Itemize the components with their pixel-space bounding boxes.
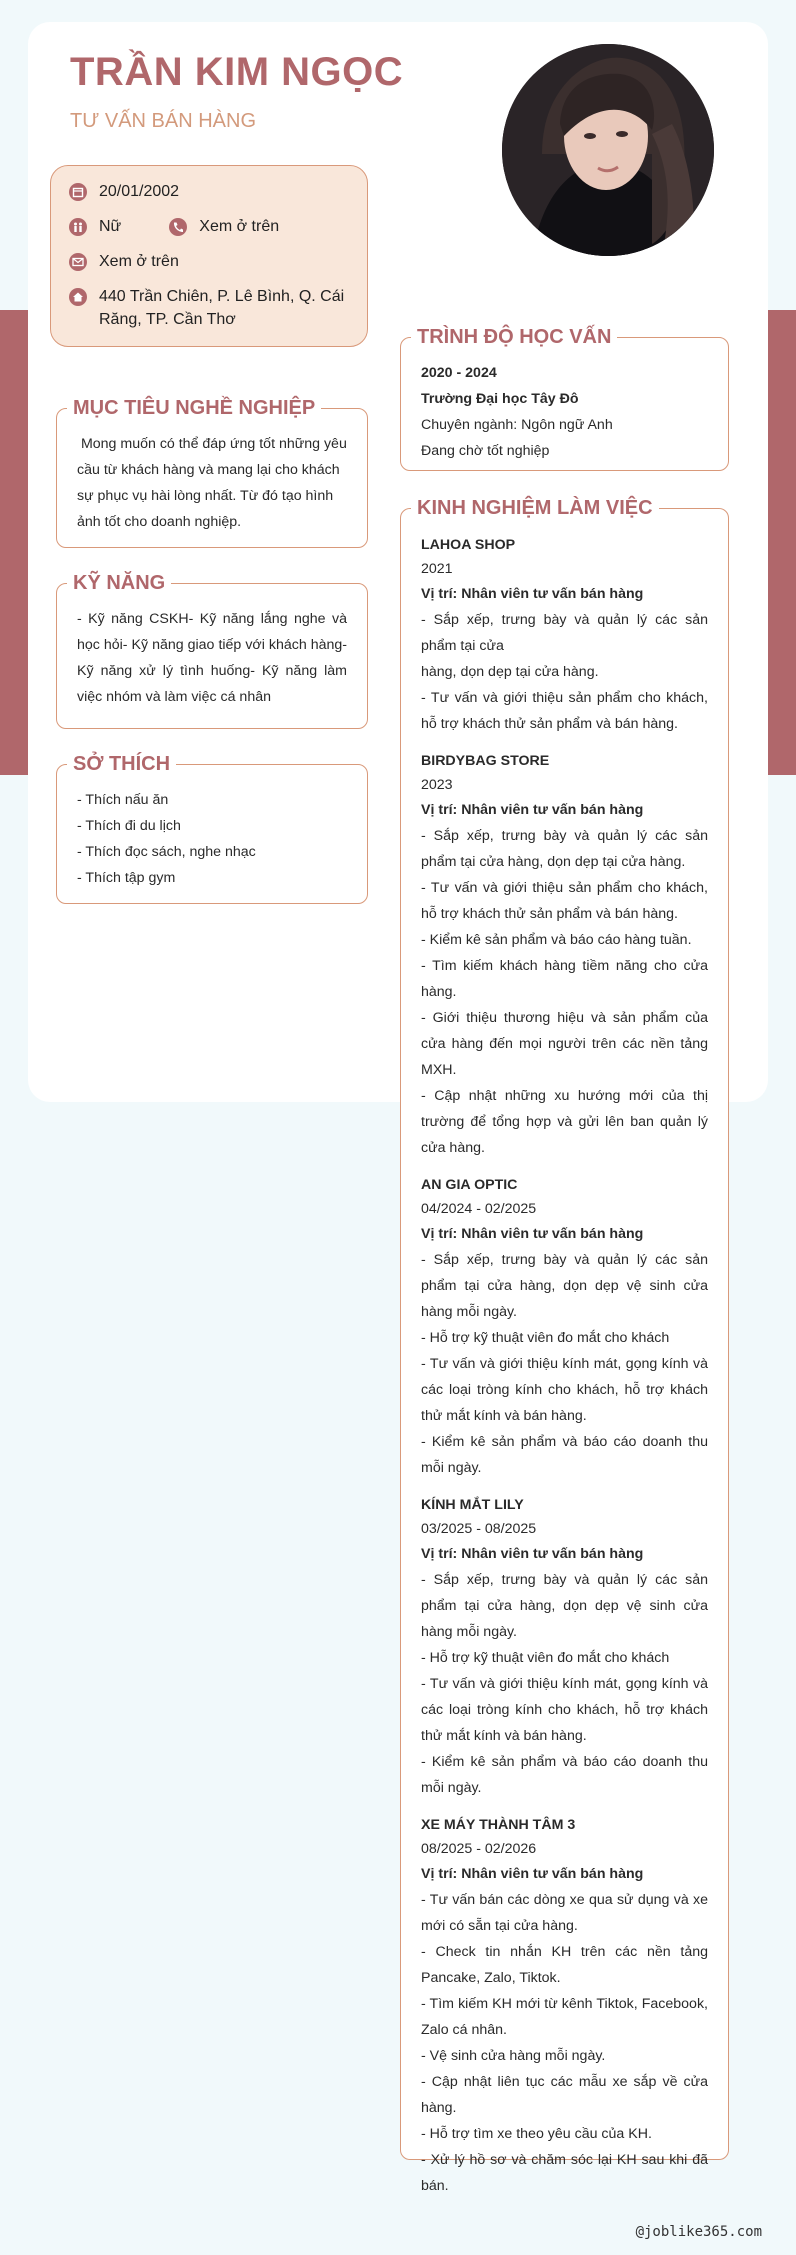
job-duty: - Tư vấn và giới thiệu sản phẩm cho khách, hỗ trợ khách thử sản phẩm và bán hàng. bbox=[421, 690, 708, 732]
footer-watermark: @joblike365.com bbox=[635, 2224, 762, 2240]
home-icon bbox=[69, 288, 87, 306]
gender-value: Nữ bbox=[99, 218, 122, 235]
skills-text: - Kỹ năng CSKH- Kỹ năng lắng nghe và học hỏi- Kỹ năng giao tiếp với khách hàng- Kỹ năng xử lý tình huống- Kỹ năng làm việc nhóm và làm việc cá nhân bbox=[77, 611, 347, 705]
job-duty: - Tư vấn và giới thiệu kính mát, gọng kính và các loại tròng kính cho khách, hỗ trợ khách thử mắt kính và bán hàng. bbox=[421, 1356, 708, 1424]
job-period: 2023 bbox=[421, 777, 453, 793]
job-company: KÍNH MẮT LILY bbox=[421, 1497, 524, 1513]
job-duty: - Xử lý hồ sơ và chăm sóc lại KH sau khi đã bán. bbox=[421, 2152, 708, 2194]
skills-title: KỸ NĂNG bbox=[67, 570, 171, 596]
job-period: 2021 bbox=[421, 561, 453, 577]
job-period: 04/2024 - 02/2025 bbox=[421, 1201, 537, 1217]
job-period: 08/2025 - 02/2026 bbox=[421, 1841, 537, 1857]
job-duty: - Kiểm kê sản phẩm và báo cáo doanh thu mỗi ngày. bbox=[421, 1434, 708, 1476]
email-value: Xem ở trên bbox=[99, 253, 179, 270]
job-duty: - Vệ sinh cửa hàng mỗi ngày. bbox=[421, 2048, 606, 2064]
job-position: Vị trí: Nhân viên tư vấn bán hàng bbox=[421, 586, 644, 602]
education-status: Đang chờ tốt nghiệp bbox=[421, 443, 550, 459]
job-entry bbox=[421, 749, 708, 1161]
job-position: Vị trí: Nhân viên tư vấn bán hàng bbox=[421, 1866, 644, 1882]
job-duty: - Sắp xếp, trưng bày và quản lý các sản phẩm tại cửa hàng, dọn dẹp vệ sinh cửa hàng mỗi ngày. bbox=[421, 1572, 708, 1640]
job-duty: - Cập nhật những xu hướng mới của thị trường để tổng hợp và gửi lên ban quản lý cửa hàng. bbox=[421, 1088, 708, 1156]
dob-value: 20/01/2002 bbox=[99, 183, 180, 200]
phone-icon bbox=[169, 218, 187, 236]
job-list bbox=[421, 533, 708, 2199]
job-duty: - Tư vấn và giới thiệu kính mát, gọng kính và các loại tròng kính cho khách, hỗ trợ khách thử mắt kính và bán hàng. bbox=[421, 1676, 708, 1744]
job-duty: - Tìm kiếm khách hàng tiềm năng cho cửa hàng. bbox=[421, 958, 708, 1000]
job-entry bbox=[421, 1173, 708, 1481]
job-duty: - Hỗ trợ kỹ thuật viên đo mắt cho khách bbox=[421, 1650, 670, 1666]
gender-phone-row bbox=[69, 215, 349, 238]
education-section bbox=[400, 326, 729, 471]
job-duty: - Sắp xếp, trưng bày và quản lý các sản phẩm tại cửa hàng, dọn dẹp tại cửa hàng. bbox=[421, 828, 708, 870]
hobbies-section bbox=[56, 753, 368, 904]
email-icon bbox=[69, 253, 87, 271]
education-school: Trường Đại học Tây Đô bbox=[421, 391, 579, 407]
education-title: TRÌNH ĐỘ HỌC VẤN bbox=[411, 324, 617, 350]
phone-value: Xem ở trên bbox=[199, 218, 280, 235]
job-company: BIRDYBAG STORE bbox=[421, 753, 550, 769]
job-company: AN GIA OPTIC bbox=[421, 1177, 518, 1193]
job-duty: - Sắp xếp, trưng bày và quản lý các sản phẩm tại cửa hàng, dọn dẹp vệ sinh cửa hàng mỗi ngày. bbox=[421, 1252, 708, 1320]
candidate-name: TRẦN KIM NGỌC bbox=[70, 50, 404, 94]
profile-photo bbox=[502, 44, 714, 256]
job-company: XE MÁY THÀNH TÂM 3 bbox=[421, 1817, 576, 1833]
job-position: Vị trí: Nhân viên tư vấn bán hàng bbox=[421, 1226, 644, 1242]
job-duty: hàng, dọn dẹp tại cửa hàng. bbox=[421, 664, 599, 680]
job-duty: - Tìm kiếm KH mới từ kênh Tiktok, Facebook, Zalo cá nhân. bbox=[421, 1996, 708, 2038]
dob-row bbox=[69, 180, 349, 203]
hobbies-title: SỞ THÍCH bbox=[67, 751, 176, 777]
experience-title: KINH NGHIỆM LÀM VIỆC bbox=[411, 495, 659, 521]
objective-section bbox=[56, 397, 368, 548]
job-company: LAHOA SHOP bbox=[421, 537, 516, 553]
experience-section bbox=[400, 497, 729, 2194]
hobby-item: - Thích tập gym bbox=[77, 870, 176, 886]
hobby-item: - Thích đi du lịch bbox=[77, 818, 181, 834]
job-position: Vị trí: Nhân viên tư vấn bán hàng bbox=[421, 802, 644, 818]
address-row bbox=[69, 285, 349, 331]
email-row bbox=[69, 250, 349, 273]
job-position: Vị trí: Nhân viên tư vấn bán hàng bbox=[421, 1546, 644, 1562]
gender-icon bbox=[69, 218, 87, 236]
education-major: Chuyên ngành: Ngôn ngữ Anh bbox=[421, 417, 613, 433]
calendar-icon bbox=[69, 183, 87, 201]
objective-title: MỤC TIÊU NGHỀ NGHIỆP bbox=[67, 395, 321, 421]
job-duty: - Check tin nhắn KH trên các nền tảng Pancake, Zalo, Tiktok. bbox=[421, 1944, 708, 1986]
job-duty: - Kiểm kê sản phẩm và báo cáo doanh thu mỗi ngày. bbox=[421, 1754, 708, 1796]
objective-text: Mong muốn có thể đáp ứng tốt những yêu cầu từ khách hàng và mang lại cho khách sự phục vụ hài lòng nhất. Từ đó tạo hình ảnh tốt cho doanh nghiệp. bbox=[77, 436, 351, 530]
address-value: 440 Trần Chiên, P. Lê Bình, Q. Cái Răng, TP. Cần Thơ bbox=[99, 288, 345, 328]
education-period: 2020 - 2024 bbox=[421, 365, 497, 381]
job-duty: - Tư vấn và giới thiệu sản phẩm cho khách, hỗ trợ khách thử sản phẩm và bán hàng. bbox=[421, 880, 708, 922]
job-duty: - Hỗ trợ tìm xe theo yêu cầu của KH. bbox=[421, 2126, 652, 2142]
job-duty: - Giới thiệu thương hiệu và sản phẩm của cửa hàng đến mọi người trên các nền tảng MXH. bbox=[421, 1010, 708, 1078]
job-duty: - Kiểm kê sản phẩm và báo cáo hàng tuần. bbox=[421, 932, 692, 948]
job-period: 03/2025 - 08/2025 bbox=[421, 1521, 537, 1537]
hobby-item: - Thích nấu ăn bbox=[77, 792, 169, 808]
job-duty: - Cập nhật liên tục các mẫu xe sắp về cửa hàng. bbox=[421, 2074, 708, 2116]
personal-info-panel bbox=[50, 165, 368, 347]
job-duty: - Hỗ trợ kỹ thuật viên đo mắt cho khách bbox=[421, 1330, 670, 1346]
candidate-role: TƯ VẤN BÁN HÀNG bbox=[70, 110, 256, 132]
job-entry bbox=[421, 1813, 708, 2199]
job-duty: - Sắp xếp, trưng bày và quản lý các sản phẩm tại cửa bbox=[421, 612, 708, 654]
job-entry bbox=[421, 533, 708, 737]
job-duty: - Tư vấn bán các dòng xe qua sử dụng và xe mới có sẵn tại cửa hàng. bbox=[421, 1892, 708, 1934]
hobby-item: - Thích đọc sách, nghe nhạc bbox=[77, 844, 256, 860]
job-entry bbox=[421, 1493, 708, 1801]
skills-section bbox=[56, 572, 368, 729]
